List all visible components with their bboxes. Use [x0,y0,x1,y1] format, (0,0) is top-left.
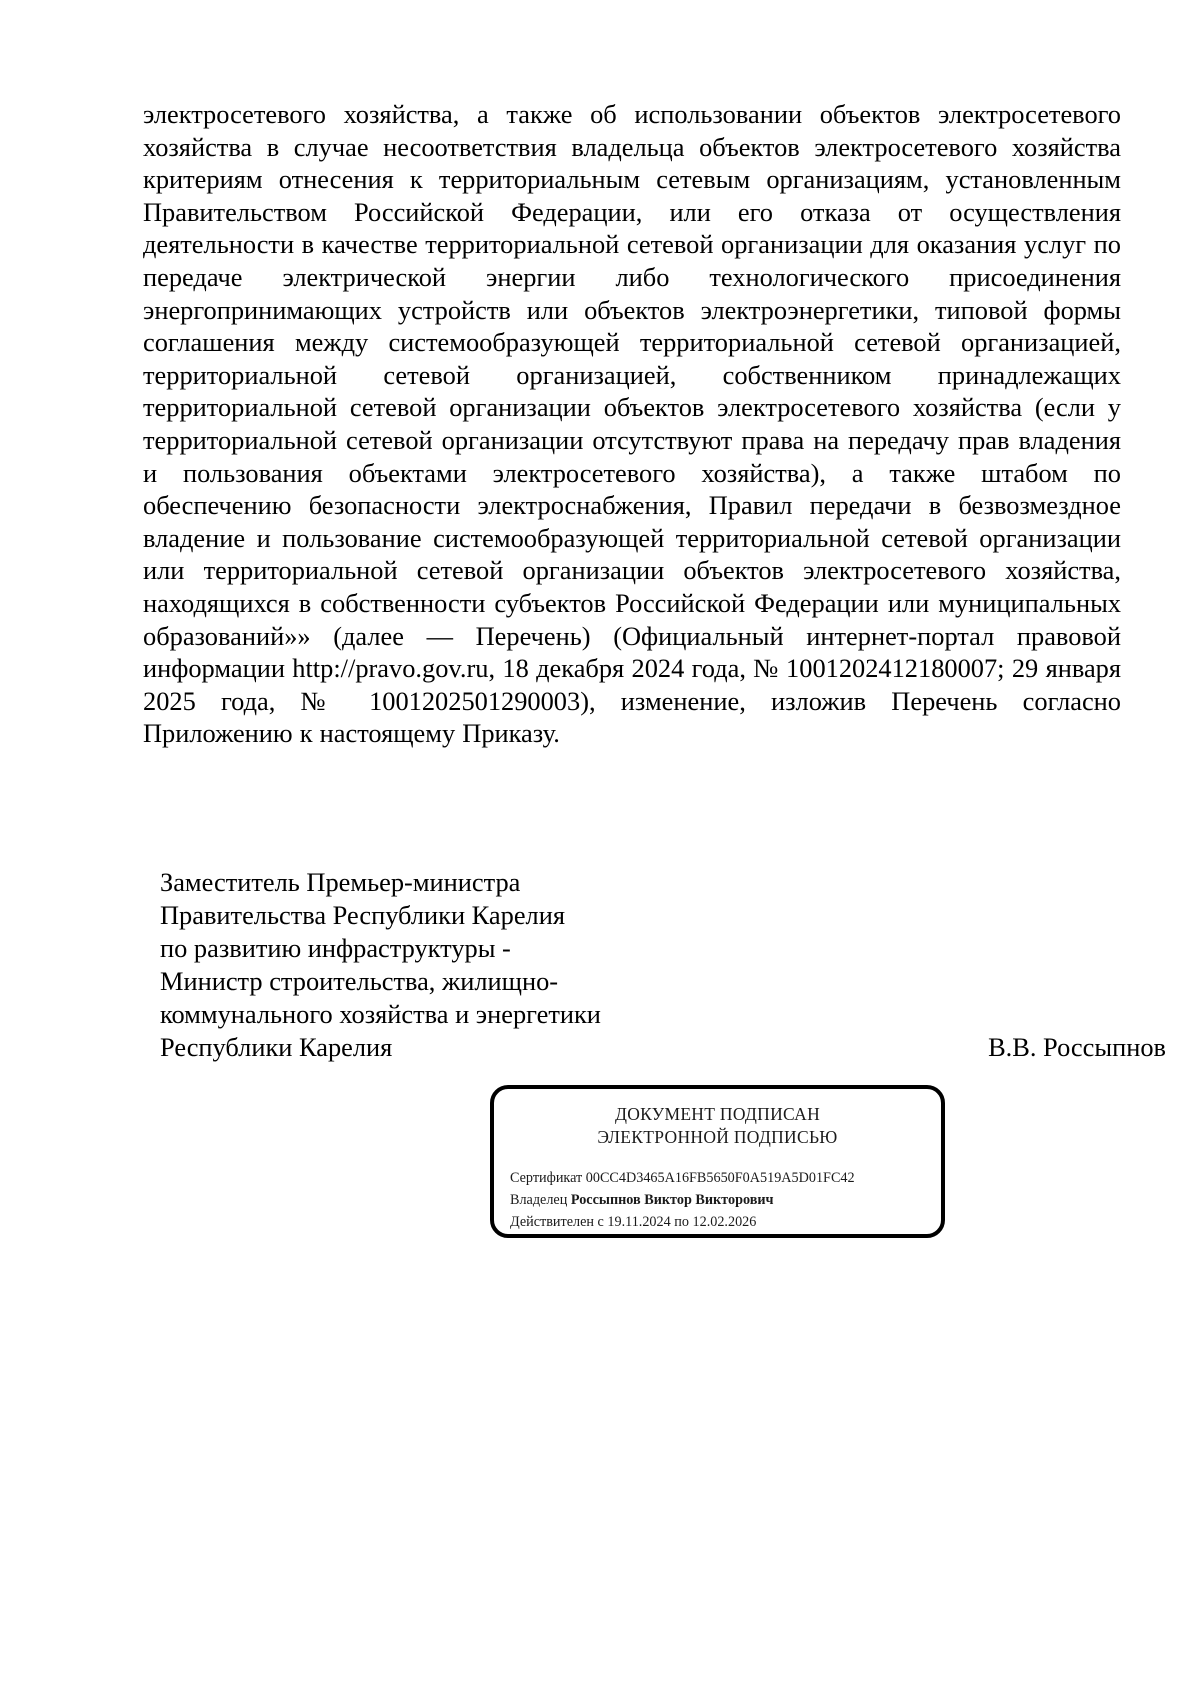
stamp-certificate-row [510,1167,855,1189]
signer-title-line: Республики Карелия [160,1032,393,1062]
stamp-certificate-value: 00CC4D3465A16FB5650F0A519A5D01FC42 [585,1170,855,1186]
signer-title-block [160,866,720,1064]
signer-title-line: Министр строительства, жилищно- [160,966,559,996]
signer-title-line: по развитию инфраструктуры - [160,933,511,963]
stamp-title-line-2: ЭЛЕКТРОННОЙ ПОДПИСЬЮ [597,1127,838,1147]
stamp-validity-row [510,1211,855,1233]
signer-title-line: коммунального хозяйства и энергетики [160,999,601,1029]
stamp-valid-label: Действителен с [510,1214,604,1230]
signer-title-line: Заместитель Премьер-министра [160,867,521,897]
stamp-owner-label: Владелец [510,1192,568,1208]
stamp-title [494,1103,941,1149]
stamp-owner-value: Россыпнов Виктор Викторович [570,1192,774,1208]
stamp-details [510,1167,855,1233]
body-paragraph: электросетевого хозяйства, а также об использовании объектов электросетевого хозяйства в случае несоответствия владельца объектов электросетевого хозяйства критериям отнесения к территориальным сетевым организациям, установленным Правительством Российской Федерации, или его отказа от осуществления деятельности в качестве территориальной сетевой организации для оказания услуг по передаче электрической энергии либо технологического присоединения энергопринимающих устройств или объектов электроэнергетики, типовой формы соглашения между системообразующей территориальной сетевой организацией, территориальной сетевой организацией, собственником принадлежащих территориальной сетевой организации объектов электросетевого хозяйства (если у территориальной сетевой организации отсутствуют права на передачу прав владения и пользования объектами электросетевого хозяйства), а также штабом по обеспечению безопасности электроснабжения, Правил передачи в безвозмездное владение и пользование системообразующей территориальной сетевой организации или территориальной сетевой организации объектов электросетевого хозяйства, находящихся в собственности субъектов Российской Федерации или муниципальных образований»» (далее — Перечень) (Официальный интернет-портал правовой информации http://pravo.gov.ru, 18 декабря 2024 года, № 1001202412180007; 29 января 2025 года, № 1001202501290003), изменение, изложив Перечень согласно Приложению к настоящему Приказу. [143,99,1121,749]
signer-title-line: Правительства Республики Карелия [160,900,565,930]
stamp-title-line-1: ДОКУМЕНТ ПОДПИСАН [614,1104,821,1124]
stamp-valid-to-label: по [674,1214,689,1230]
stamp-certificate-label: Сертификат [510,1170,583,1186]
electronic-signature-stamp [490,1085,945,1238]
stamp-valid-from: 19.11.2024 [607,1214,671,1230]
stamp-owner-row [510,1189,855,1211]
stamp-valid-to: 12.02.2026 [692,1214,757,1230]
signer-name: В.В. Россыпнов [988,1032,1166,1062]
